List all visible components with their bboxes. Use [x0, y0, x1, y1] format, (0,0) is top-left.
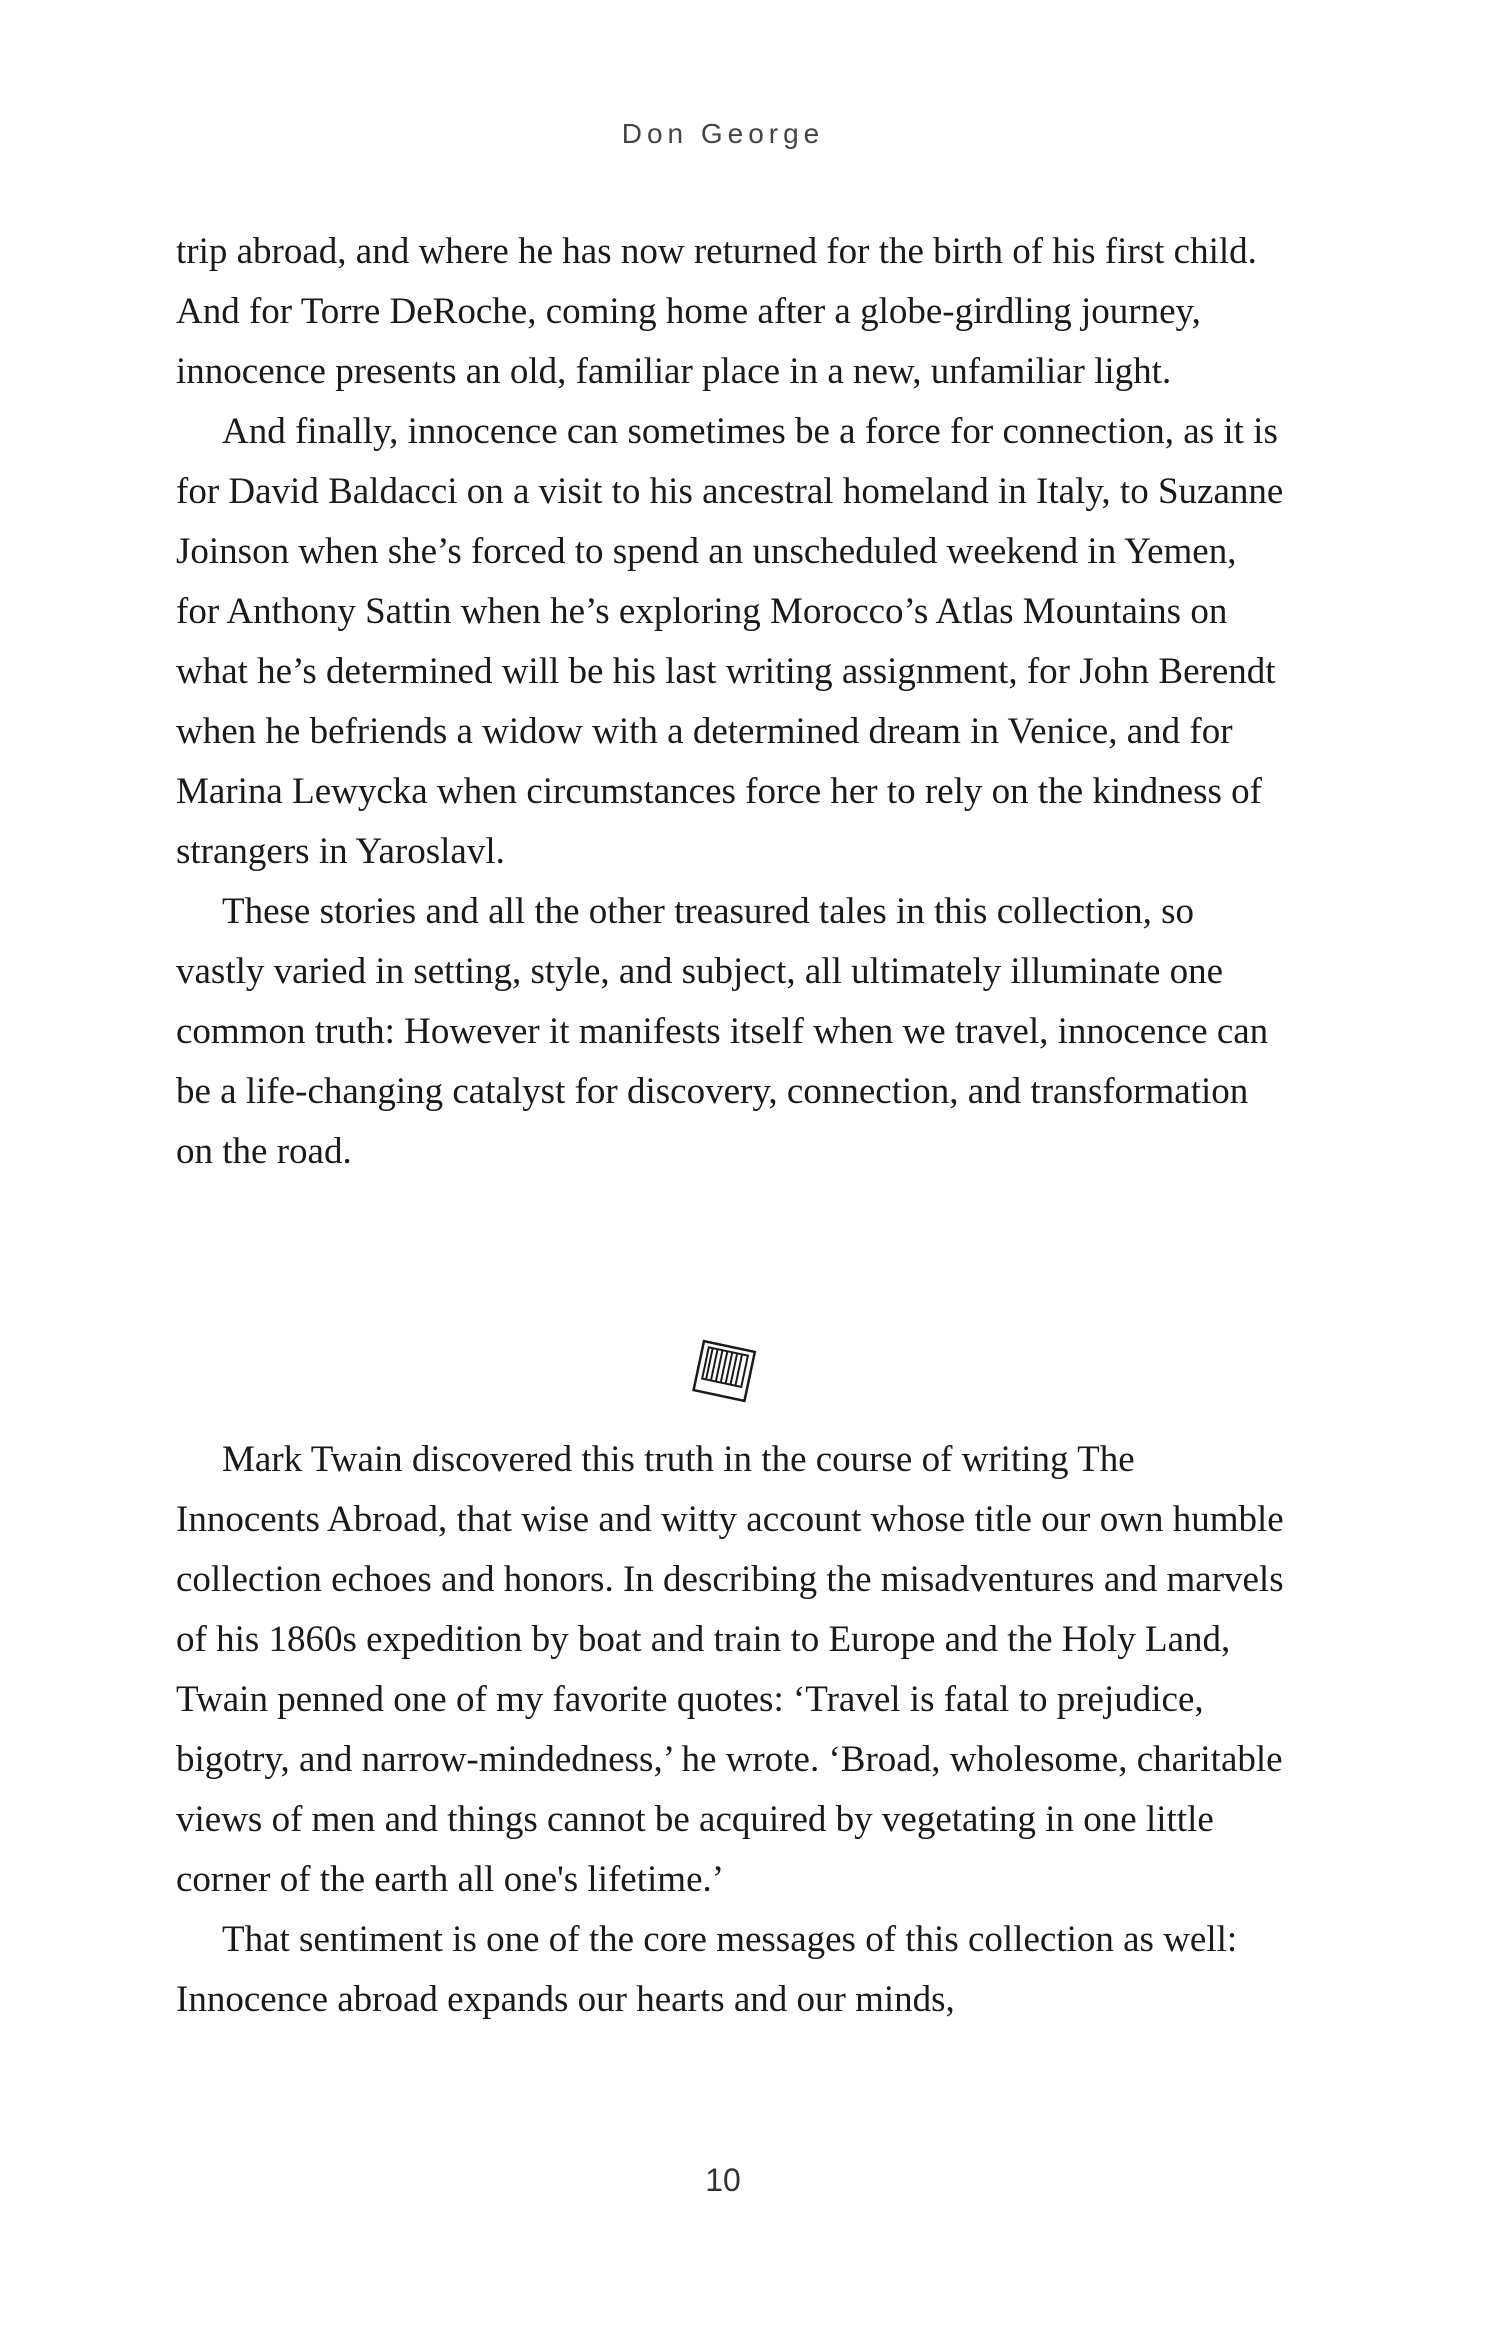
paragraph-mark-twain: Mark Twain discovered this truth in the course of writing The Innocents Abroad, that wise and witty account whose title our own humble collection echoes and honors. In describing the misadventures and marvels of his 1860s expedition by boat and train to Europe and the Holy Land, Twain penned one of my favorite quotes: ‘Travel is fatal to prejudice, bigotry, and narrow-mindedness,’ he wrote. ‘Broad, wholesome, charitable views of men and things cannot be acquired by vegetating in one little corner of the earth all one's lifetime.’ [176, 1439, 1284, 1900]
text-block-bottom [176, 1430, 1286, 2030]
section-break-ornament [688, 1336, 760, 1408]
running-head: Don George [621, 118, 825, 149]
paragraph-common-truth: These stories and all the other treasured tales in this collection, so vastly varied in setting, style, and subject, all ultimately illuminate one common truth: However it manifests itself when we travel, innocence can be a life-changing catalyst for discovery, connection, and transformation on the road. [176, 891, 1269, 1172]
page-number: 10 [705, 2162, 741, 2198]
paragraph-continued: trip abroad, and where he has now returned for the birth of his first child. And for Torre DeRoche, coming home after a globe-girdling journey, innocence presents an old, familiar place in a new, unfamiliar light. [176, 231, 1257, 392]
tilted-photo-frame-icon [688, 1336, 760, 1408]
paragraph-core-message: That sentiment is one of the core messages of this collection as well: Innocence abroad expands our hearts and our minds, [176, 1919, 1238, 2020]
text-block-top [176, 222, 1286, 1182]
paragraph-connection: And finally, innocence can sometimes be a force for connection, as it is for David Baldacci on a visit to his ancestral homeland in Italy, to Suzanne Joinson when she’s forced to spend an unscheduled weekend in Yemen, for Anthony Sattin when he’s exploring Morocco’s Atlas Mountains on what he’s determined will be his last writing assignment, for John Berendt when he befriends a widow with a determined dream in Venice, and for Marina Lewycka when circumstances force her to rely on the kindness of strangers in Yaroslavl. [176, 411, 1284, 872]
